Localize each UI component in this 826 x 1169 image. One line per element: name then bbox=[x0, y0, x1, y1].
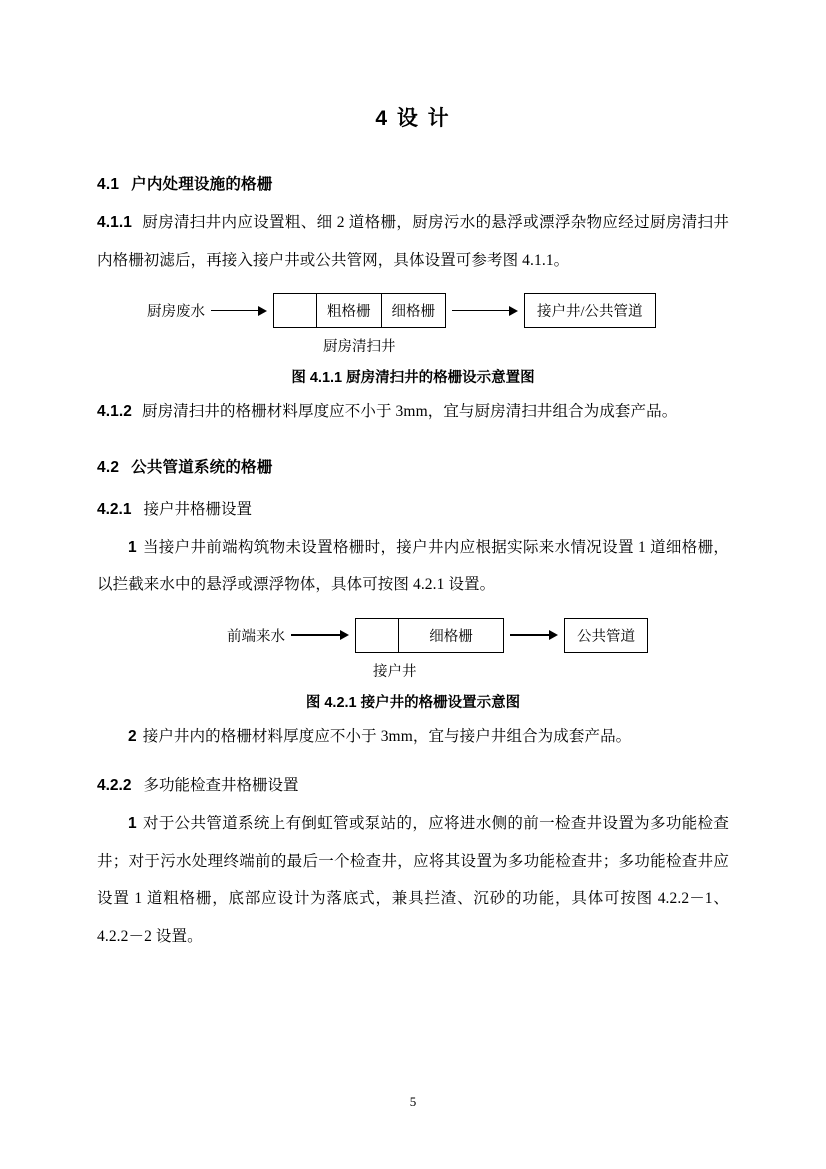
figure-4-1-1 bbox=[97, 293, 729, 387]
figure-4-2-1-inlet-cell bbox=[356, 619, 398, 652]
figure-4-1-1-under-label: 厨房清扫井 bbox=[323, 339, 396, 355]
item-text: 当接户井前端构筑物未设置格栅时，接户井内应根据实际来水情况设置 1 道细格栅，以拦截来水中的悬浮或漂浮物体，具体可按图 4.2.1 设置。 bbox=[97, 538, 729, 593]
section-title-4-1: 户内处理设施的格栅 bbox=[131, 176, 273, 193]
paragraph-4-2-1-item-1 bbox=[97, 529, 729, 604]
chapter-title: 4 设 计 bbox=[375, 107, 451, 130]
item-text: 接户井内的格栅材料厚度应不小于 3mm，宜与接户井组合为成套产品。 bbox=[142, 727, 632, 745]
subsection-text-4-2-2: 多功能检查井格栅设置 bbox=[143, 777, 299, 794]
figure-4-2-1-screen-group bbox=[355, 618, 504, 653]
page-number: 5 bbox=[409, 1094, 417, 1109]
arrow-right-icon bbox=[452, 306, 518, 316]
section-title-4-2: 公共管道系统的格栅 bbox=[131, 458, 273, 476]
item-number: 1 bbox=[128, 538, 137, 556]
paragraph-text-4-1-2: 厨房清扫井的格栅材料厚度应不小于 3mm，宜与厨房清扫井组合为成套产品。 bbox=[141, 403, 678, 420]
paragraph-4-2-1-item-2 bbox=[97, 718, 729, 756]
paragraph-4-1-1 bbox=[97, 204, 729, 279]
figure-4-2-1-input-label: 前端来水 bbox=[227, 628, 285, 645]
figure-4-2-1-under-label: 接户井 bbox=[373, 663, 417, 680]
subsection-label-4-2-1: 4.2.1 bbox=[97, 500, 132, 518]
paragraph-label-4-1-2: 4.1.2 bbox=[97, 403, 132, 420]
figure-4-1-1-input-label: 厨房废水 bbox=[147, 304, 205, 320]
section-number-4-1: 4.1 bbox=[97, 176, 120, 193]
section-heading-4-1 bbox=[97, 172, 729, 194]
paragraph-4-2-2-item-1 bbox=[97, 805, 729, 955]
item-text: 对于公共管道系统上有倒虹管或泵站的，应将进水侧的前一检查井设置为多功能检查井；对于污水处理终端前的最后一个检查井，应将其设置为多功能检查井；多功能检查井应设置 1 道粗格栅，底部应设计为落底式，兼具拦渣、沉砂的功能，具体可按图 4.2.2－1、4.2.2－2 设置。 bbox=[97, 815, 729, 945]
paragraph-4-1-2 bbox=[97, 393, 729, 431]
arrow-right-icon bbox=[510, 630, 558, 640]
paragraph-label-4-1-1: 4.1.1 bbox=[97, 214, 132, 231]
arrow-right-icon bbox=[291, 630, 349, 640]
item-number: 1 bbox=[128, 815, 137, 832]
subsection-4-2-2 bbox=[97, 773, 729, 795]
figure-4-1-1-fine-screen: 细格栅 bbox=[381, 294, 446, 327]
subsection-text-4-2-1: 接户井格栅设置 bbox=[143, 500, 252, 518]
section-number-4-2: 4.2 bbox=[97, 458, 120, 476]
figure-4-1-1-title: 图 4.1.1 厨房清扫井的格栅设示意置图 bbox=[291, 370, 535, 386]
figure-4-1-1-flow bbox=[97, 293, 729, 328]
section-heading-4-2 bbox=[97, 455, 729, 477]
figure-4-1-1-inlet-cell bbox=[274, 294, 316, 327]
subsection-label-4-2-2: 4.2.2 bbox=[97, 777, 132, 794]
figure-4-2-1-title: 图 4.2.1 接户井的格栅设置示意图 bbox=[305, 694, 521, 711]
paragraph-text-4-1-1: 厨房清扫井内应设置粗、细 2 道格栅，厨房污水的悬浮或漂浮杂物应经过厨房清扫井内格栅初滤后，再接入接户井或公共管网，具体设置可参考图 4.1.1。 bbox=[97, 214, 729, 269]
figure-4-2-1-flow bbox=[97, 618, 729, 653]
item-number: 2 bbox=[128, 727, 137, 745]
figure-4-1-1-output-box: 接户井/公共管道 bbox=[524, 293, 656, 328]
figure-4-2-1-output-box: 公共管道 bbox=[564, 618, 648, 653]
figure-4-1-1-coarse-screen: 粗格栅 bbox=[316, 294, 381, 327]
figure-4-2-1 bbox=[97, 618, 729, 712]
arrow-right-icon bbox=[211, 306, 267, 316]
subsection-4-2-1 bbox=[97, 497, 729, 519]
figure-4-1-1-screen-group bbox=[273, 293, 446, 328]
figure-4-2-1-fine-screen: 细格栅 bbox=[398, 619, 503, 652]
